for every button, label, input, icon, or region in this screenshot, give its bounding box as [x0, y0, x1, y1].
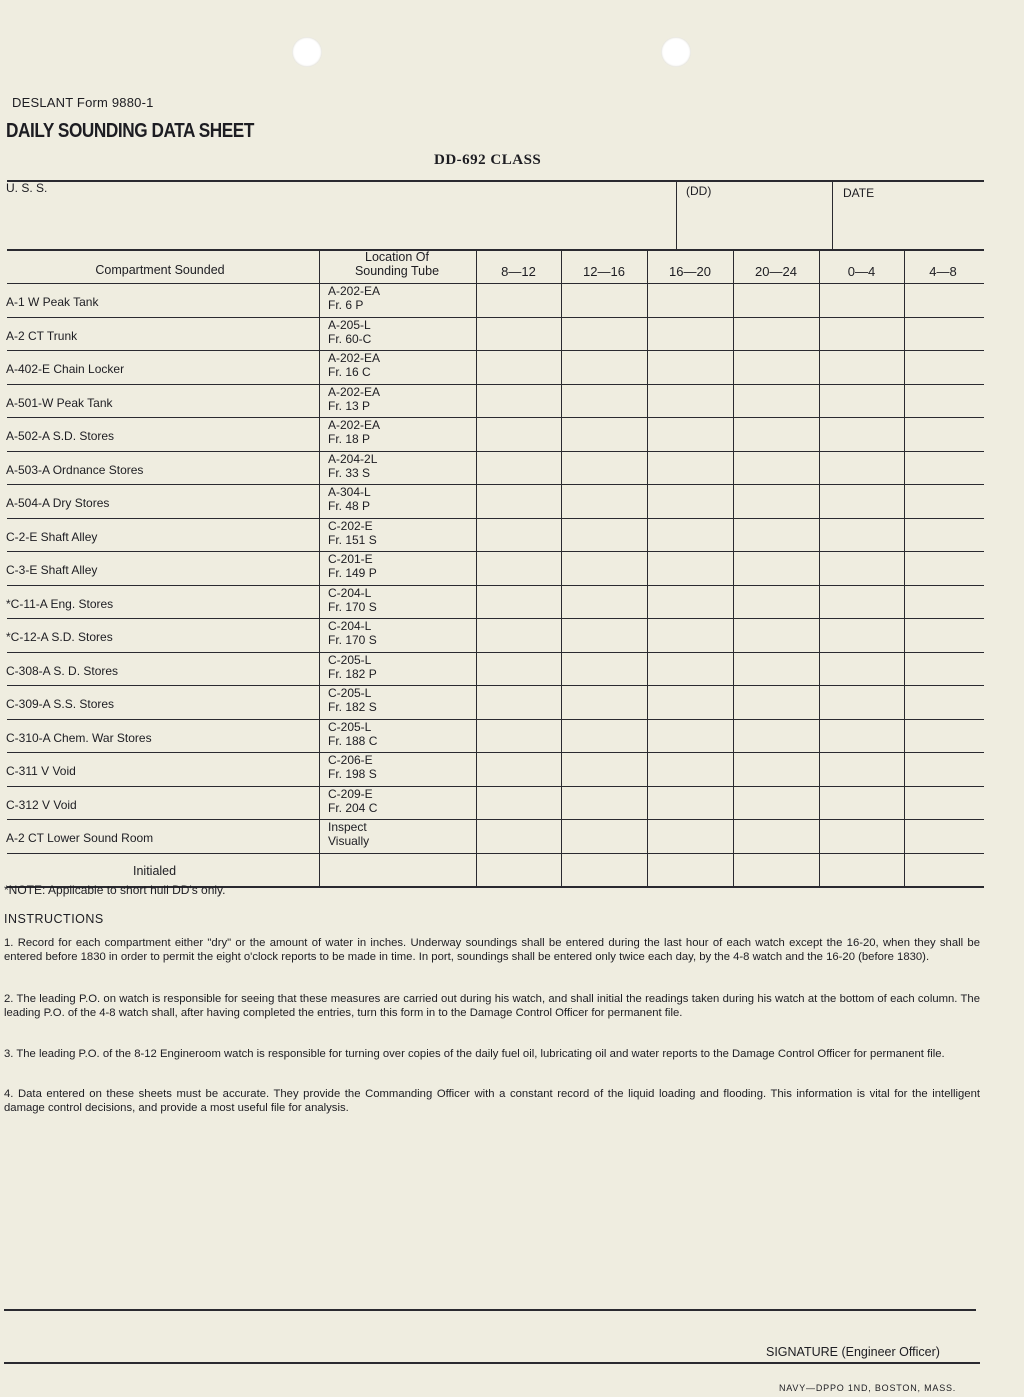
header-bottom-rule: [7, 249, 984, 251]
frame-id: Fr. 13 P: [328, 399, 371, 413]
location-cell: [328, 720, 377, 748]
location-cell: [328, 519, 377, 547]
compartment-cell: A-402-E Chain Locker: [6, 362, 125, 376]
frame-id: Fr. 16 C: [328, 365, 371, 379]
table-rule: [7, 752, 984, 753]
location-cell: [328, 586, 377, 614]
tube-id: C-209-E: [328, 787, 373, 801]
frame-id: Fr. 60-C: [328, 332, 372, 346]
instructions-heading: INSTRUCTIONS: [4, 912, 104, 926]
tube-id: C-205-L: [328, 653, 372, 667]
location-cell: [328, 552, 377, 580]
location-cell: [328, 753, 377, 781]
table-rule: [7, 819, 984, 820]
tube-id: C-206-E: [328, 753, 373, 767]
frame-id: Fr. 151 S: [328, 533, 377, 547]
instruction-item: 4. Data entered on these sheets must be accurate. They provide the Commanding Officer with a constant record of the liquid loading and flooding. This information is vital for the intelligent damage control decisions, and provide a most useful file for analysis.: [4, 1088, 980, 1114]
column-divider: [904, 250, 905, 886]
instruction-item: 2. The leading P.O. on watch is responsible for seeing that these measures are carried out during his watch, and shall initial the readings taken during his watch at the bottom of each column. The leading P.O. of the 4-8 watch shall, after having completed the entries, turn this form in to the Damage Control Officer for permanent file.: [4, 993, 980, 1019]
location-cell: [328, 351, 380, 379]
column-divider: [647, 250, 648, 886]
punch-hole: [292, 37, 322, 67]
frame-id: Fr. 6 P: [328, 298, 364, 312]
watch-column-header: 12—16: [583, 264, 625, 279]
compartment-cell: A-502-A S.D. Stores: [6, 429, 115, 443]
sheet-title: DAILY SOUNDING DATA SHEET: [6, 120, 254, 142]
frame-id: Fr. 33 S: [328, 466, 371, 480]
compartment-cell: C-2-E Shaft Alley: [6, 530, 98, 544]
watch-column-header: 4—8: [929, 264, 957, 279]
frame-id: Fr. 204 C: [328, 801, 378, 815]
form-number: DESLANT Form 9880-1: [12, 95, 154, 110]
table-rule: [7, 618, 984, 619]
frame-id: Fr. 149 P: [328, 566, 377, 580]
frame-id: Visually: [328, 834, 370, 848]
location-header-line2: Sounding Tube: [354, 264, 440, 278]
table-rule: [7, 652, 984, 653]
uss-label: U. S. S.: [6, 181, 48, 195]
compartment-cell: C-310-A Chem. War Stores: [6, 731, 152, 745]
location-cell: [328, 452, 377, 480]
tube-id: A-202-EA: [328, 385, 381, 399]
table-rule: [7, 551, 984, 552]
location-cell: [328, 686, 377, 714]
location-cell: [328, 653, 377, 681]
table-rule: [7, 484, 984, 485]
column-divider: [319, 250, 320, 886]
table-rule: [7, 518, 984, 519]
location-cell: [328, 318, 371, 346]
location-cell: [328, 787, 377, 815]
compartment-cell: *C-11-A Eng. Stores: [6, 597, 114, 611]
table-rule: [7, 685, 984, 686]
compartment-cell: A-504-A Dry Stores: [6, 496, 110, 510]
frame-id: Fr. 48 P: [328, 499, 371, 513]
tube-id: A-202-EA: [328, 284, 381, 298]
tube-id: C-204-L: [328, 619, 372, 633]
table-rule: [7, 283, 984, 284]
signature-label: SIGNATURE (Engineer Officer): [766, 1345, 940, 1359]
watch-column-header: 0—4: [847, 264, 876, 279]
column-divider: [561, 250, 562, 886]
tube-id: A-205-L: [328, 318, 371, 332]
table-rule: [7, 384, 984, 385]
header-divider: [832, 182, 833, 250]
tube-id: Inspect: [328, 820, 367, 834]
location-cell: [328, 820, 369, 848]
printer-imprint: NAVY—DPPO 1ND, BOSTON, MASS.: [779, 1383, 957, 1393]
compartment-cell: C-309-A S.S. Stores: [6, 697, 115, 711]
tube-id: C-205-L: [328, 686, 372, 700]
column-divider: [476, 250, 477, 886]
location-cell: [328, 485, 371, 513]
footnote: *NOTE: Applicable to short hull DD's only.: [4, 883, 226, 897]
frame-id: Fr. 170 S: [328, 600, 377, 614]
punch-hole: [661, 37, 691, 67]
column-divider: [819, 250, 820, 886]
tube-id: A-204-2L: [328, 452, 378, 466]
watch-column-header: 20—24: [755, 264, 797, 279]
location-header-line1: Location Of: [365, 250, 429, 264]
tube-id: A-202-EA: [328, 418, 381, 432]
location-cell: [328, 418, 380, 446]
initialed-label: Initialed: [133, 864, 177, 878]
tube-id: A-304-L: [328, 485, 371, 499]
table-rule: [7, 350, 984, 351]
tube-id: C-201-E: [328, 552, 373, 566]
header-divider: [676, 182, 677, 250]
table-rule: [7, 853, 984, 854]
compartment-cell: A-2 CT Trunk: [6, 329, 78, 343]
location-cell: [328, 619, 377, 647]
compartment-cell: A-2 CT Lower Sound Room: [6, 831, 154, 845]
frame-id: Fr. 182 P: [328, 667, 377, 681]
instruction-item: 3. The leading P.O. of the 8-12 Engineroom watch is responsible for turning over copies of the daily fuel oil, lubricating oil and water reports to the Damage Control Officer for permanent file.: [4, 1048, 945, 1060]
signature-line: [4, 1309, 976, 1311]
tube-id: A-202-EA: [328, 351, 381, 365]
compartment-cell: A-1 W Peak Tank: [6, 295, 99, 309]
watch-column-header: 8—12: [501, 264, 536, 279]
frame-id: Fr. 188 C: [328, 734, 378, 748]
dd-label: (DD): [686, 184, 712, 198]
frame-id: Fr. 198 S: [328, 767, 377, 781]
frame-id: Fr. 170 S: [328, 633, 377, 647]
compartment-cell: A-501-W Peak Tank: [6, 396, 113, 410]
location-cell: [328, 284, 380, 312]
compartment-column-header: Compartment Sounded: [95, 263, 225, 277]
compartment-cell: C-311 V Void: [6, 764, 76, 778]
frame-id: Fr. 18 P: [328, 432, 371, 446]
frame-id: Fr. 182 S: [328, 700, 377, 714]
tube-id: C-202-E: [328, 519, 373, 533]
column-divider: [733, 250, 734, 886]
header-top-rule: [7, 180, 984, 182]
table-rule: [7, 317, 984, 318]
table-rule: [7, 786, 984, 787]
watch-column-header: 16—20: [669, 264, 711, 279]
compartment-cell: A-503-A Ordnance Stores: [6, 463, 144, 477]
table-rule: [7, 417, 984, 418]
tube-id: C-204-L: [328, 586, 372, 600]
class-title: DD-692 CLASS: [434, 152, 542, 168]
bottom-rule: [4, 1362, 980, 1364]
tube-id: C-205-L: [328, 720, 372, 734]
compartment-cell: *C-12-A S.D. Stores: [6, 630, 113, 644]
date-label: DATE: [843, 186, 875, 200]
table-rule: [7, 585, 984, 586]
compartment-cell: C-308-A S. D. Stores: [6, 664, 119, 678]
location-column-header: [322, 250, 472, 278]
location-cell: [328, 385, 380, 413]
table-rule: [7, 451, 984, 452]
compartment-cell: C-312 V Void: [6, 798, 77, 812]
instruction-item: 1. Record for each compartment either "dry" or the amount of water in inches. Underway soundings shall be entered during the last hour of each watch except the 16-20, when they shall be entered before 1830 in order to permit the eight o'clock reports to be made in time. In port, soundings shall be entered only twice each day, by the 4-8 watch and the 16-20 (before 1830).: [4, 937, 980, 963]
compartment-cell: C-3-E Shaft Alley: [6, 563, 98, 577]
table-rule: [7, 719, 984, 720]
